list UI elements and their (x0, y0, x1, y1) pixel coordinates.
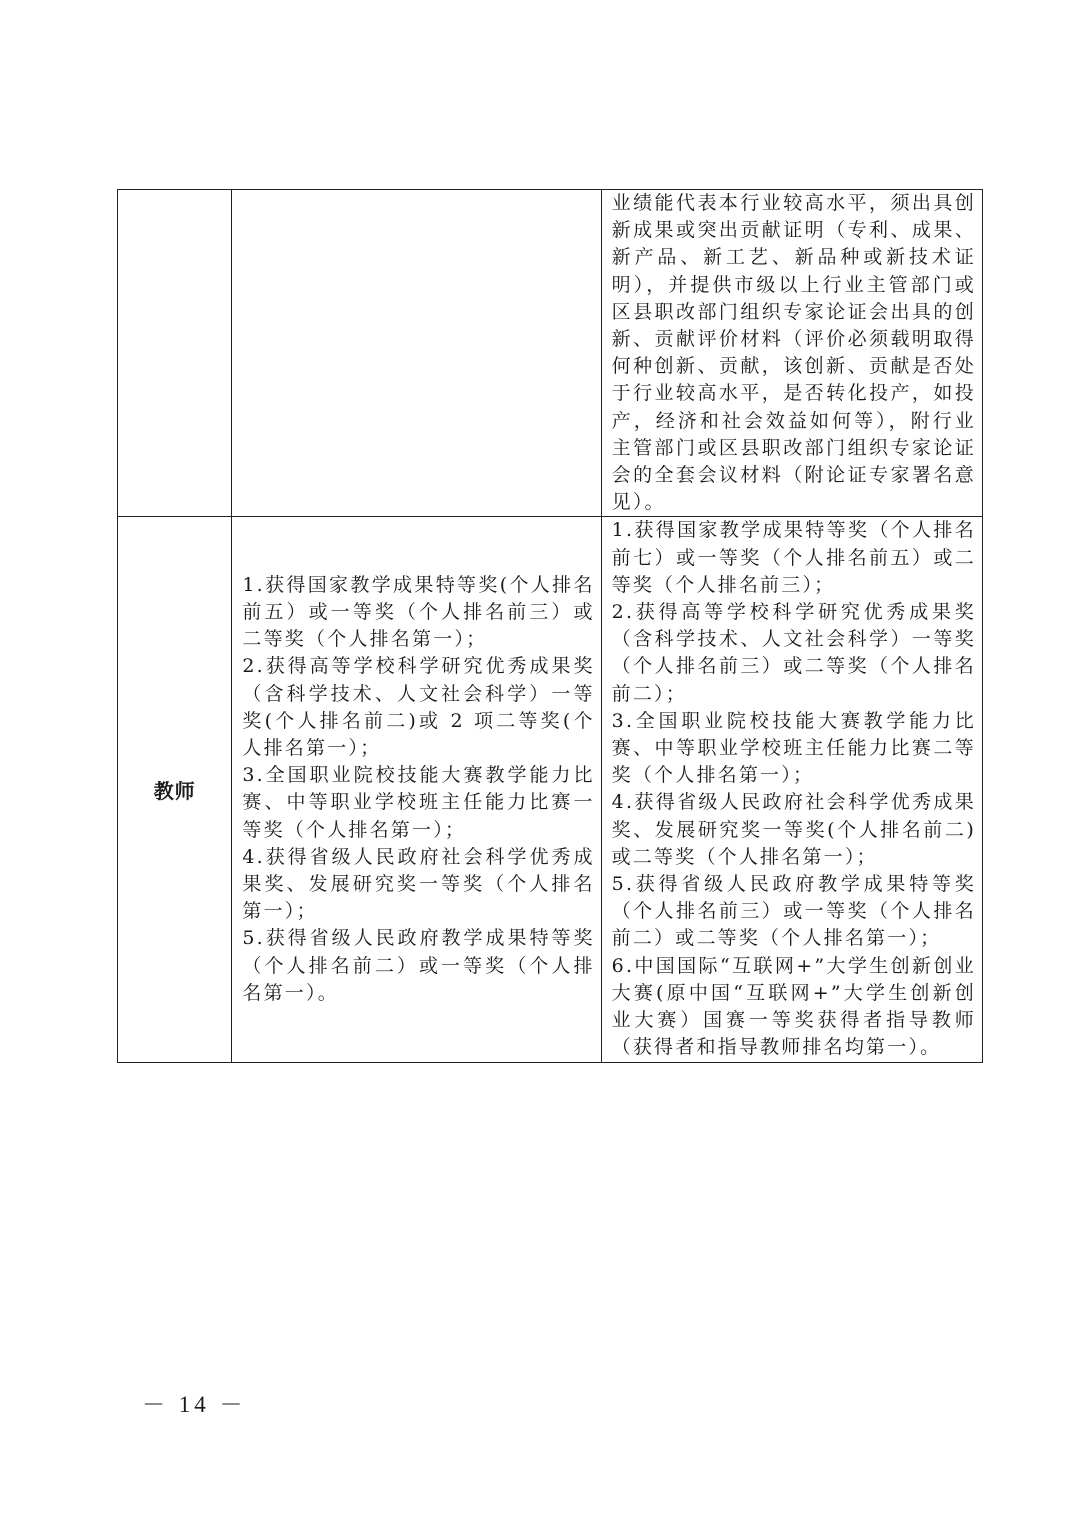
criteria-list-a (232, 572, 600, 1007)
list-item: 1.获得国家教学成果特等奖（个人排名前七）或一等奖（个人排名前五）或二等奖（个人排名前三）； (611, 519, 976, 596)
criteria-cell-b (601, 517, 982, 1062)
list-item: 5.获得省级人民政府教学成果特等奖（个人排名前二）或一等奖（个人排名第一）。 (242, 927, 595, 1004)
list-item: 3.全国职业院校技能大赛教学能力比赛、中等职业学校班主任能力比赛二等奖（个人排名第一）； (611, 709, 976, 787)
list-item: 3.全国职业院校技能大赛教学能力比赛、中等职业学校班主任能力比赛一等奖（个人排名第一）； (242, 764, 595, 841)
table-row (118, 517, 983, 1062)
table-row (118, 190, 983, 517)
criteria-text-b: 业绩能代表本行业较高水平，须出具创新成果或突出贡献证明（专利、成果、新产品、新工艺、新品种或新技术证明），并提供市级以上行业主管部门或区县职改部门组织专家论证会出具的创新、贡献评价材料（评价必须载明取得何种创新、贡献，该创新、贡献是否处于行业较高水平，是否转化投产，如投产，经济和社会效益如何等），附行业主管部门或区县职改部门组织专家论证会的全套会议材料（附论证专家署名意见）。 (611, 192, 976, 514)
criteria-cell-a (232, 517, 601, 1062)
criteria-table (117, 189, 983, 1063)
list-item: 4.获得省级人民政府社会科学优秀成果奖、发展研究奖一等奖（个人排名第一）； (242, 845, 595, 923)
category-label: 教师 (153, 778, 196, 803)
list-item: 4.获得省级人民政府社会科学优秀成果奖、发展研究奖一等奖(个人排名前二)或二等奖（个人排名第一）； (611, 791, 976, 868)
list-item: 1.获得国家教学成果特等奖(个人排名前五）或一等奖（个人排名前三）或二等奖（个人排名第一）； (242, 573, 595, 651)
list-item: 2.获得高等学校科学研究优秀成果奖（含科学技术、人文社会科学）一等奖(个人排名前二)或 2 项二等奖(个人排名第一）； (242, 655, 595, 760)
criteria-cell-a (232, 190, 601, 517)
list-item: 2.获得高等学校科学研究优秀成果奖（含科学技术、人文社会科学）一等奖（个人排名前三）或二等奖（个人排名前二）； (611, 601, 976, 705)
list-item: 6.中国国际“互联网+”大学生创新创业大赛(原中国“互联网+”大学生创新创业大赛）国赛一等奖获得者指导教师（获得者和指导教师排名均第一）。 (611, 954, 976, 1059)
page-number: － 14 － (142, 1392, 247, 1417)
criteria-list-b (602, 517, 982, 1061)
criteria-cell-b (601, 190, 982, 517)
category-cell (118, 517, 232, 1062)
list-item: 5.获得省级人民政府教学成果特等奖（个人排名前三）或一等奖（个人排名前二）或二等奖（个人排名第一）； (611, 873, 976, 950)
category-cell (118, 190, 232, 517)
